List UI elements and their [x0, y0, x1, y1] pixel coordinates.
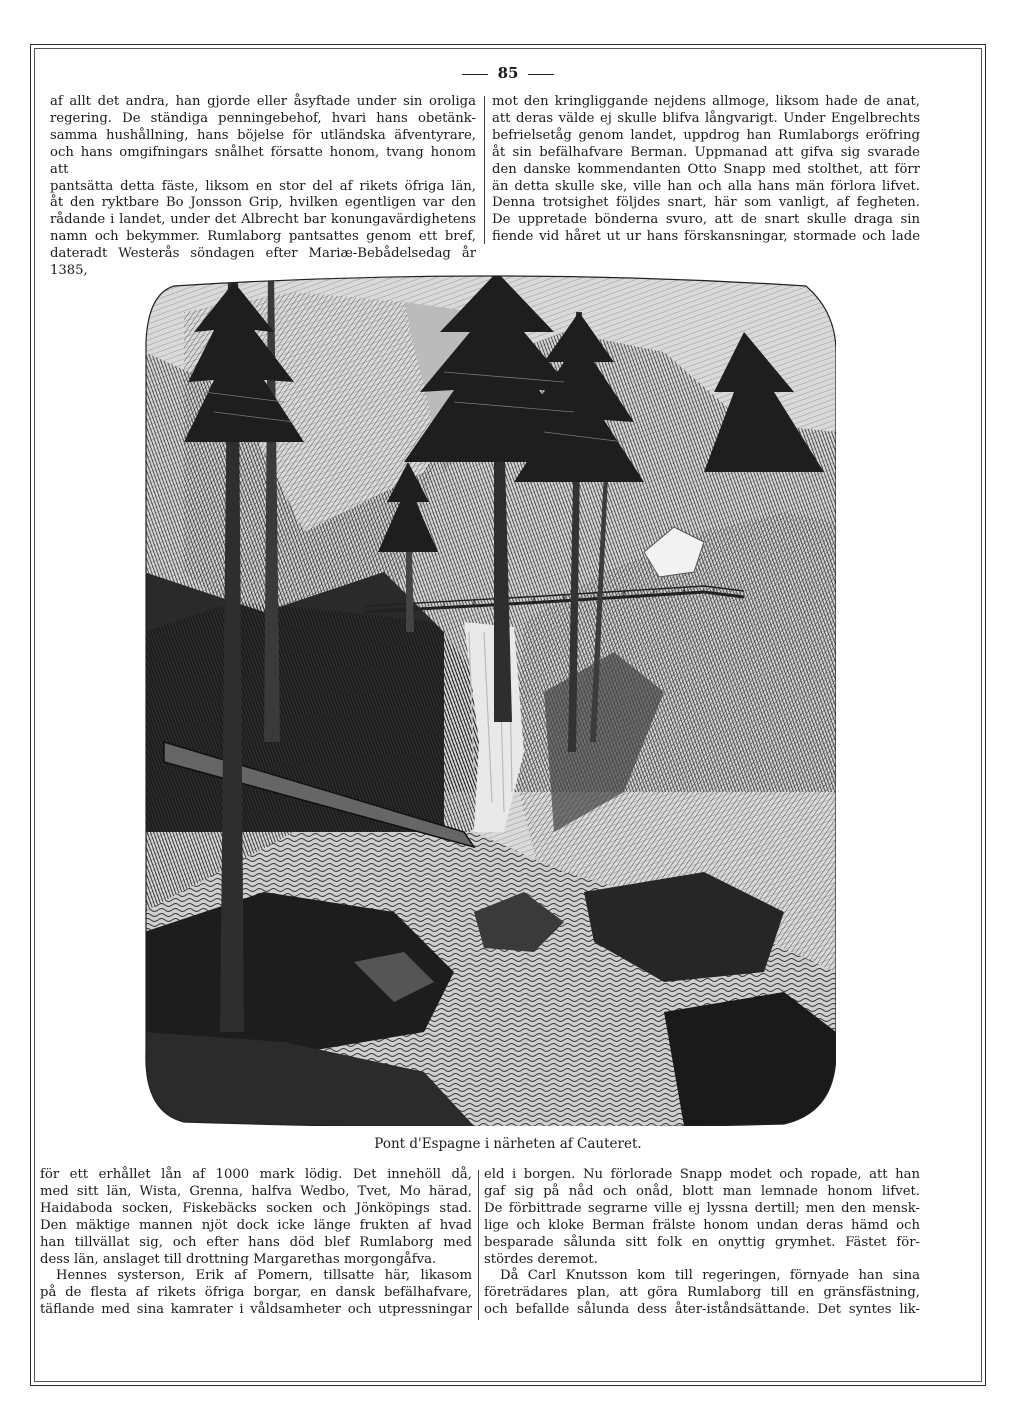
text-line: regering. De ständiga penningebehof, hvari hans obetänk- — [50, 110, 476, 126]
text-line: befrielsetåg genom landet, uppdrog han Rumlaborgs eröfring — [492, 127, 920, 143]
text-line: den danske kommendanten Otto Snapp med stolthet, att förr — [492, 161, 920, 177]
text-line: lige och kloke Berman frälste honom undan deras hämd och — [484, 1217, 920, 1233]
column-divider-bottom — [478, 1170, 479, 1320]
page-number-dash-left — [462, 74, 488, 75]
text-line: företrädares plan, att göra Rumlaborg till en gränsfästning, — [484, 1285, 920, 1301]
text-line: besparade sålunda sitt folk en onyttig grymhet. Fästet för- — [484, 1234, 920, 1250]
text-line: åt sin befälhafvare Berman. Uppmanad att gifva sig svarade — [492, 144, 920, 160]
text-line: af allt det andra, han gjorde eller åsyftade under sin oroliga — [50, 94, 476, 109]
text-line: rådande i landet, under det Albrecht bar konungavärdighetens — [50, 212, 476, 228]
text-line: dess län, anslaget till drottning Margarethas morgongåfva. — [40, 1251, 437, 1267]
text-line: med sitt län, Wista, Grenna, halfva Wedbo, Tvet, Mo härad, — [40, 1183, 472, 1199]
text-line: Haidaboda socken, Fiskebäcks socken och Jönköpings stad. — [40, 1200, 472, 1216]
text-line: fiende vid håret ut ur hans förskansningar, stormade och lade — [492, 229, 920, 245]
column-bottom-left — [40, 1167, 472, 1319]
text-line: att deras välde ej skulle blifva långvarigt. Under Engelbrechts — [492, 110, 920, 126]
column-top-right — [492, 94, 920, 246]
page-number — [0, 64, 1016, 82]
text-line: De uppretade bönderna svuro, att de snart skulle draga sin — [492, 212, 920, 228]
text-line: Då Carl Knutsson kom till regeringen, förnyade han sina — [500, 1268, 920, 1284]
text-line: och befallde sålunda dess åter-iståndsättande. Det syntes lik- — [484, 1302, 920, 1318]
text-line: mot den kringliggande nejdens allmoge, liksom hade de anat, — [492, 94, 920, 109]
text-line: på de flesta af rikets öfriga borgar, en dansk befälhafvare, — [40, 1285, 472, 1301]
text-line: åt den ryktbare Bo Jonsson Grip, hvilken egentligen var den — [50, 195, 476, 211]
text-line: och hans omgifningars snålhet försatte honom, tvang honom att — [50, 144, 476, 177]
illustration-caption: Pont d'Espagne i närheten af Cauteret. — [374, 1136, 642, 1152]
text-line: Hennes systerson, Erik af Pomern, tillsatte här, likasom — [56, 1268, 472, 1284]
text-line: stördes deremot. — [484, 1251, 598, 1267]
text-line: för ett erhållet lån af 1000 mark lödig. Det innehöll då, — [40, 1167, 472, 1182]
column-divider-top — [484, 96, 485, 244]
engraving-illustration — [144, 272, 836, 1126]
column-bottom-right — [484, 1167, 920, 1319]
text-line: namn och bekymmer. Rumlaborg pantsattes genom ett bref, — [50, 229, 476, 245]
text-line: gaf sig på nåd och onåd, blott man lemnade honom lifvet. — [484, 1183, 920, 1199]
text-line: pantsätta detta fäste, liksom en stor del af rikets öfriga län, — [50, 178, 476, 194]
text-line: dateradt Westerås söndagen efter Mariæ-Bebådelsedag år 1385, — [50, 246, 476, 279]
column-top-left — [50, 94, 476, 280]
text-line: De förbittrade segrarne ville ej lyssna dertill; men den mensk- — [484, 1200, 920, 1216]
text-line: han tillvällat sig, och efter hans död blef Rumlaborg med — [40, 1234, 472, 1250]
page-number-dash-right — [528, 74, 554, 75]
text-line: täflande med sina kamrater i våldsamheter och utpressningar — [40, 1302, 472, 1318]
text-line: samma hushållning, hans böjelse för utländska äfventyrare, — [50, 127, 476, 143]
text-line: Den mäktige mannen njöt dock icke länge frukten af hvad — [40, 1217, 472, 1233]
text-line: eld i borgen. Nu förlorade Snapp modet och ropade, att han — [484, 1167, 920, 1182]
text-line: Denna trotsighet följdes snart, här som vanligt, af fegheten. — [492, 195, 920, 211]
page-number-text: 85 — [497, 64, 519, 82]
text-line: än detta skulle ske, ville han och alla hans män förlora lifvet. — [492, 178, 920, 194]
